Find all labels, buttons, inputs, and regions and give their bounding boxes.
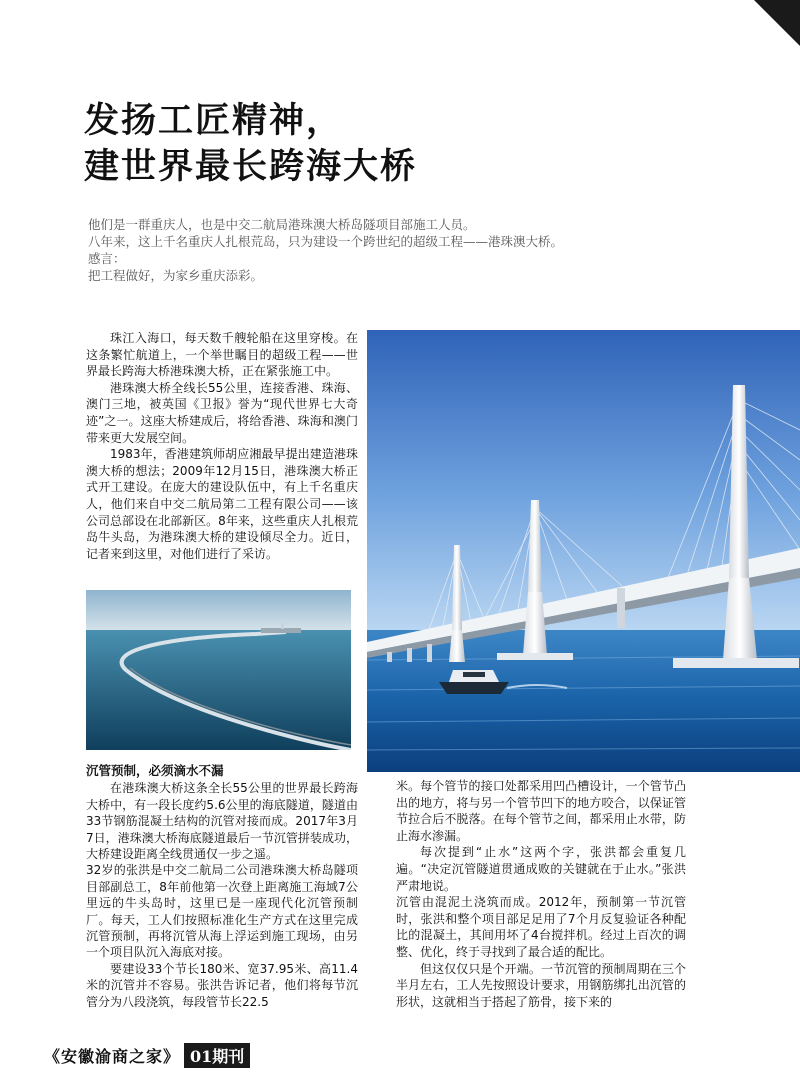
- section-column-a: [86, 763, 358, 1010]
- body-left-column: [86, 330, 358, 562]
- intro-line: 感言：: [88, 251, 126, 266]
- paragraph: 每次提到“止水”这两个字，张洪都会重复几遍。“决定沉管隧道贯通成败的关键就在于止水。”张洪严肃地说。: [396, 845, 686, 893]
- paragraph: 1983年，香港建筑师胡应湘最早提出建造港珠澳大桥的想法；2009年12月15日，港珠澳大桥正式开工建设。在庞大的建设队伍中，有上千名重庆人，他们来自中交二航局第二工程有限公司——该公司总部设在北部新区。8年来，这些重庆人扎根荒岛牛头岛，为港珠澳大桥的建设倾尽全力。近日，记者来到这里，对他们进行了采访。: [86, 447, 358, 561]
- bridge-photo-illustration: [367, 330, 800, 772]
- issue-badge: 01期刊: [184, 1043, 250, 1068]
- paragraph: 珠江入海口，每天数千艘轮船在这里穿梭。在这条繁忙航道上，一个举世瞩目的超级工程——世界最长跨海大桥港珠澳大桥，正在紧张施工中。: [86, 331, 358, 379]
- sea-bridge-photo: [86, 590, 351, 750]
- footer: [44, 1043, 250, 1068]
- paragraph: 沉管由混泥土浇筑而成。2012年，预制第一节沉管时，张洪和整个项目部足足用了7个月反复验证各种配比的混凝土，其间用坏了4台搅拌机。经过上百次的调整、优化，终于寻找到了最合适的配比。: [396, 895, 686, 959]
- headline: [84, 98, 417, 190]
- section-heading: 沉管预制，必须滴水不漏: [86, 763, 224, 778]
- intro-line: 他们是一群重庆人，也是中交二航局港珠澳大桥岛隧项目部施工人员。: [88, 217, 476, 232]
- corner-decoration: [754, 0, 800, 46]
- paragraph: 在港珠澳大桥这条全长55公里的世界最长跨海大桥中，有一段长度约5.6公里的海底隧道，隧道由33节钢筋混凝土结构的沉管对接而成。2017年3月7日，港珠澳大桥海底隧道最后一节沉管拼装成功，大桥建设距离全线贯通仅一步之遥。: [86, 781, 358, 862]
- paragraph: 港珠澳大桥全线长55公里，连接香港、珠海、澳门三地，被英国《卫报》誉为“现代世界七大奇迹”之一。这座大桥建成后，将给香港、珠海和澳门带来更大发展空间。: [86, 380, 358, 445]
- intro-line: 八年来，这上千名重庆人扎根荒岛，只为建设一个跨世纪的超级工程——港珠澳大桥。: [88, 234, 564, 249]
- paragraph: 要建设33个节长180米、宽37.95米、高11.4米的沉管并不容易。张洪告诉记者，他们将每节沉管分为八段浇筑，每段管节长22.5: [86, 961, 358, 1009]
- paragraph: 米。每个管节的接口处都采用凹凸槽设计，一个管节凸出的地方，将与另一个管节凹下的地方咬合，以保证管节拉合后不脱落。在每个管节之间，都采用止水带，防止海水渗漏。: [396, 779, 686, 843]
- bridge-photo: [367, 330, 800, 772]
- sea-bridge-illustration: [86, 590, 351, 750]
- intro-block: [88, 216, 728, 284]
- paragraph: 32岁的张洪是中交二航局二公司港珠澳大桥岛隧项目部副总工，8年前他第一次登上距离施工海域7公里远的牛头岛时，这里已是一座现代化沉管预制厂。每天，工人们按照标准化生产方式在这里完成沉管预制，再将沉管从海上浮运到施工现场，由另一个项目队沉入海底对接。: [86, 863, 358, 960]
- intro-line: 把工程做好，为家乡重庆添彩。: [88, 268, 264, 283]
- headline-line-1: 发扬工匠精神，: [84, 101, 344, 141]
- paragraph: 但这仅仅只是个开端。一节沉管的预制周期在三个半月左右，工人先按照设计要求，用钢筋绑扎出沉管的形状，这就相当于搭起了筋骨，接下来的: [396, 961, 686, 1009]
- headline-line-2: 建世界最长跨海大桥: [84, 147, 418, 187]
- section-column-b: [396, 778, 686, 1010]
- magazine-name: 《安徽渝商之家》: [44, 1047, 181, 1066]
